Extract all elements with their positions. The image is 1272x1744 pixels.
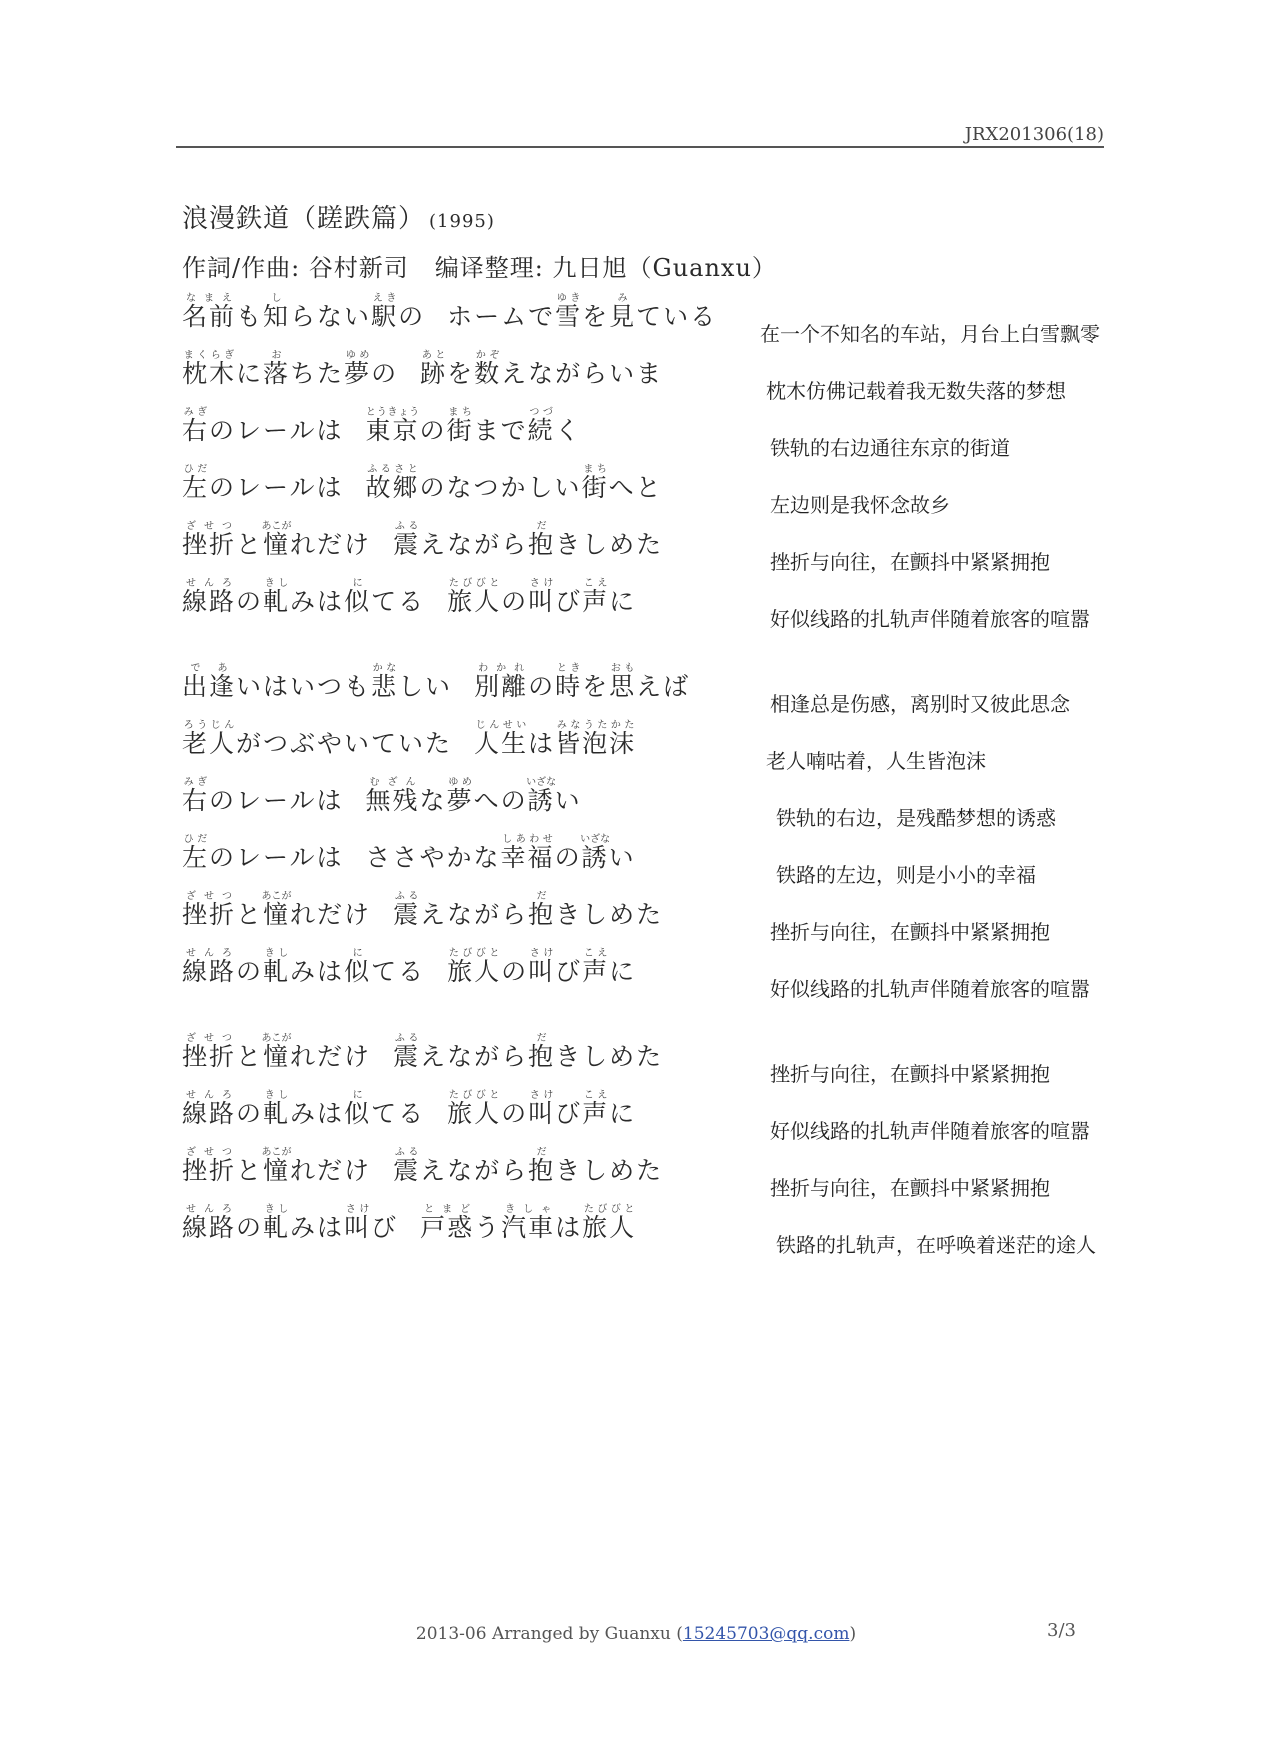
lyric-word: 軋きし (263, 578, 291, 616)
lyric-chinese: 枕木仿佛记载着我无数失落的梦想 (766, 379, 1066, 403)
furigana: きしゃ (501, 1204, 556, 1215)
lyric-kana: れだけ (290, 530, 372, 559)
lyric-word: 左ひだ (182, 464, 210, 502)
lyric-kana: と (236, 1042, 264, 1071)
lyric-kana: いはいつも (236, 672, 372, 701)
lyric-chinese: 好似线路的扎轨声伴随着旅客的喧嚣 (770, 1119, 1090, 1143)
lyric-word: 悲かな (371, 663, 399, 701)
furigana: ふる (393, 521, 421, 532)
lyric-kana: てる (371, 957, 426, 986)
furigana: こえ (582, 948, 610, 959)
lyric-japanese (182, 1030, 663, 1084)
lyric-word: 故郷ふるさと (365, 464, 420, 502)
furigana: だ (528, 891, 556, 902)
lyric-line (0, 774, 1272, 830)
lyric-kana: の (236, 587, 264, 616)
lyric-kana: れだけ (290, 1042, 372, 1071)
furigana: あこが (261, 1147, 292, 1158)
furigana: ふる (393, 891, 421, 902)
lyric-word: 誘いざな (580, 834, 611, 872)
lyric-word: 思おも (609, 663, 637, 701)
lyric-japanese (182, 774, 582, 828)
lyric-word: 別離わかれ (474, 663, 529, 701)
lyric-kana: のレールは (209, 843, 344, 872)
lyric-word: 軋きし (263, 1090, 291, 1128)
lyric-kana: は (555, 1213, 583, 1242)
furigana: きし (263, 948, 291, 959)
furigana: せんろ (182, 578, 237, 589)
arranger-credit: 编译整理: 九日旭（Guanxu） (434, 254, 777, 282)
lyric-chinese: 老人喃咕着，人生皆泡沫 (766, 749, 986, 773)
lyric-kana: きしめた (555, 530, 664, 559)
song-title (182, 198, 495, 235)
lyric-kana: みは (290, 1099, 345, 1128)
furigana: ひだ (182, 834, 210, 845)
lyric-kana: を (582, 302, 610, 331)
lyric-japanese (182, 1144, 663, 1198)
lyric-word: 旅人たびびと (447, 578, 502, 616)
lyric-kana: てる (371, 587, 426, 616)
furigana: ふる (393, 1033, 421, 1044)
lyric-kana: しい (398, 672, 453, 701)
furigana: みぎ (182, 407, 210, 418)
furigana: つづ (527, 407, 555, 418)
furigana: ざせつ (182, 1147, 237, 1158)
furigana: いざな (580, 834, 611, 845)
furigana: みぎ (182, 777, 210, 788)
furigana: さけ (528, 578, 556, 589)
lyric-kana: きしめた (555, 1156, 664, 1185)
lyric-chinese: 挫折与向往，在颤抖中紧紧拥抱 (770, 920, 1050, 944)
lyric-word: 声こえ (582, 1090, 610, 1128)
furigana: まくらぎ (182, 350, 237, 361)
furigana: さけ (344, 1204, 372, 1215)
lyric-word: 震ふる (393, 1147, 421, 1185)
furigana: あこが (261, 521, 292, 532)
furigana: きし (263, 578, 291, 589)
furigana: むざん (365, 777, 420, 788)
lyric-kana: に (609, 587, 637, 616)
lyric-word: 雪ゆき (555, 293, 583, 331)
furigana: さけ (528, 1090, 556, 1101)
furigana: せんろ (182, 948, 237, 959)
lyric-kana: らない (290, 302, 372, 331)
lyric-word: 挫折ざせつ (182, 521, 237, 559)
lyric-kana: みは (290, 587, 345, 616)
lyric-chinese: 挫折与向往，在颤抖中紧紧拥抱 (770, 1176, 1050, 1200)
lyric-word: 幸福しあわせ (500, 834, 555, 872)
lyric-line (0, 518, 1272, 574)
document-code: JRX201306(18) (964, 124, 1104, 145)
footer-text: 2013-06 Arranged by Guanxu ( (415, 1624, 683, 1644)
lyric-chinese: 挫折与向往，在颤抖中紧紧拥抱 (770, 1062, 1050, 1086)
lyric-word: 線路せんろ (182, 948, 237, 986)
lyric-word: 人生じんせい (474, 720, 529, 758)
lyric-kana: ちた (290, 359, 345, 388)
lyric-kana: のレールは (209, 786, 344, 815)
lyric-japanese (182, 660, 690, 714)
lyric-kana: がつぶやいていた (236, 729, 453, 758)
lyric-word: 声こえ (582, 948, 610, 986)
lyric-japanese (182, 717, 636, 771)
lyric-word: 枕木まくらぎ (182, 350, 237, 388)
lyric-word: 憧あこが (261, 1147, 292, 1185)
furigana: に (344, 948, 372, 959)
lyric-word: 跡あと (420, 350, 448, 388)
furigana: に (344, 578, 372, 589)
lyric-line (0, 888, 1272, 944)
lyric-kana: び (555, 1099, 583, 1128)
lyric-kana: び (371, 1213, 399, 1242)
furigana: しあわせ (500, 834, 555, 845)
lyric-kana: く (554, 416, 582, 445)
furigana: とき (555, 663, 583, 674)
lyric-kana: に (609, 1099, 637, 1128)
lyric-word: 挫折ざせつ (182, 891, 237, 929)
furigana: し (263, 293, 291, 304)
lyric-japanese (182, 347, 663, 401)
lyric-word: 皆泡沫みなうたかた (555, 720, 637, 758)
lyric-chinese: 相逢总是伤感，离别时又彼此思念 (770, 692, 1070, 716)
lyric-kana: みは (290, 1213, 345, 1242)
lyric-line (0, 1087, 1272, 1143)
lyric-line (0, 404, 1272, 460)
lyric-japanese (182, 945, 636, 999)
lyric-word: 軋きし (263, 1204, 291, 1242)
lyric-kana: れだけ (290, 900, 372, 929)
lyric-word: 抱だ (528, 891, 556, 929)
lyric-word: 汽車きしゃ (501, 1204, 556, 1242)
lyric-kana: う (474, 1213, 502, 1242)
song-year: (1995) (429, 211, 495, 232)
lyric-kana: い (608, 843, 636, 872)
furigana: ゆき (555, 293, 583, 304)
lyric-word: 東京とうきょう (365, 407, 420, 445)
furigana: いざな (526, 777, 557, 788)
lyric-word: 震ふる (393, 891, 421, 929)
furigana: こえ (582, 1090, 610, 1101)
lyric-kana: への (473, 786, 528, 815)
lyric-word: 抱だ (528, 1033, 556, 1071)
furigana: ふる (393, 1147, 421, 1158)
lyric-kana: も (236, 302, 264, 331)
lyric-line (0, 660, 1272, 716)
lyric-japanese (182, 404, 582, 458)
lyric-word: 夢ゆめ (344, 350, 372, 388)
lyric-kana: えながら (420, 530, 529, 559)
lyric-word: 出逢であ (182, 663, 237, 701)
lyric-word: 叫さけ (528, 578, 556, 616)
lyric-kana: えながら (420, 1156, 529, 1185)
lyric-kana: の (236, 1213, 264, 1242)
furigana: きし (263, 1204, 291, 1215)
lyric-japanese (182, 888, 663, 942)
lyric-kana: の (528, 672, 556, 701)
lyric-kana: えながら (420, 1042, 529, 1071)
lyric-line (0, 1201, 1272, 1257)
lyric-chinese: 好似线路的扎轨声伴随着旅客的喧嚣 (770, 607, 1090, 631)
lyric-japanese (182, 575, 636, 629)
lyric-kana: の (501, 957, 529, 986)
furigana: じんせい (474, 720, 529, 731)
furigana: だ (528, 1033, 556, 1044)
furigana: せんろ (182, 1090, 237, 1101)
furigana: えき (371, 293, 399, 304)
lyric-word: 続つづ (527, 407, 555, 445)
lyric-word: 駅えき (371, 293, 399, 331)
lyric-kana: の (398, 302, 426, 331)
lyric-word: 似に (344, 1090, 372, 1128)
lyric-word: 旅人たびびと (447, 948, 502, 986)
lyric-kana: のレールは (209, 473, 344, 502)
lyric-line (0, 461, 1272, 517)
furigana: とまど (420, 1204, 475, 1215)
lyric-kana: ささやかな (365, 843, 501, 872)
lyric-kana: の (501, 587, 529, 616)
furigana: とうきょう (365, 407, 420, 418)
lyric-kana: みは (290, 957, 345, 986)
lyric-kana: きしめた (555, 900, 664, 929)
lyric-word: 線路せんろ (182, 1204, 237, 1242)
lyric-kana: えば (636, 672, 691, 701)
lyric-kana: に (236, 359, 264, 388)
footer-email-link[interactable]: 15245703@qq.com (682, 1624, 850, 1644)
lyric-kana: の (371, 359, 399, 388)
lyric-line (0, 945, 1272, 1001)
lyric-chinese: 铁轨的右边，是残酷梦想的诱惑 (776, 806, 1056, 830)
furigana: あこが (261, 1033, 292, 1044)
lyric-kana: てる (371, 1099, 426, 1128)
lyric-kana: の (236, 957, 264, 986)
lyric-word: 街まち (581, 464, 609, 502)
lyric-chinese: 铁轨的右边通往东京的街道 (770, 436, 1010, 460)
furigana: わかれ (474, 663, 529, 674)
furigana: あと (420, 350, 448, 361)
lyric-kana: のレールは (209, 416, 344, 445)
lyric-word: 夢ゆめ (446, 777, 474, 815)
lyric-word: 誘いざな (526, 777, 557, 815)
lyric-chinese: 铁路的扎轨声，在呼唤着迷茫的途人 (776, 1233, 1096, 1257)
furigana: だ (528, 521, 556, 532)
furigana: ろうじん (182, 720, 237, 731)
lyric-kana: を (447, 359, 475, 388)
lyric-kana: は (528, 729, 556, 758)
furigana: だ (528, 1147, 556, 1158)
lyric-word: 時とき (555, 663, 583, 701)
lyric-word: 線路せんろ (182, 1090, 237, 1128)
lyric-chinese: 好似线路的扎轨声伴随着旅客的喧嚣 (770, 977, 1090, 1001)
lyric-kana: えながら (420, 900, 529, 929)
lyric-line (0, 290, 1272, 346)
lyric-chinese: 左边则是我怀念故乡 (770, 493, 950, 517)
furigana: さけ (528, 948, 556, 959)
furigana: たびびと (447, 948, 502, 959)
lyric-kana: び (555, 957, 583, 986)
lyric-chinese: 铁路的左边，则是小小的幸福 (776, 863, 1036, 887)
lyric-kana: ホームで (447, 302, 556, 331)
furigana: お (263, 350, 291, 361)
lyric-kana: まで (473, 416, 528, 445)
lyric-kana: ている (636, 302, 718, 331)
lyric-line (0, 1030, 1272, 1086)
lyric-kana: に (609, 957, 637, 986)
page-number: 3/3 (1047, 1620, 1076, 1641)
furigana: ふるさと (365, 464, 420, 475)
lyric-kana: えながらいま (501, 359, 664, 388)
lyric-word: 知し (263, 293, 291, 331)
song-title-text: 浪漫鉄道（蹉跌篇） (182, 204, 426, 234)
lyric-word: 声こえ (582, 578, 610, 616)
furigana: かな (371, 663, 399, 674)
lyric-kana: の (554, 843, 582, 872)
lyric-word: 挫折ざせつ (182, 1147, 237, 1185)
lyric-word: 震ふる (393, 521, 421, 559)
lyric-japanese (182, 290, 717, 344)
lyric-word: 無残むざん (365, 777, 420, 815)
lyric-word: 叫さけ (528, 948, 556, 986)
furigana: まち (446, 407, 474, 418)
lyric-word: 挫折ざせつ (182, 1033, 237, 1071)
lyric-kana: の (501, 1099, 529, 1128)
lyric-japanese (182, 1087, 636, 1141)
furigana: たびびと (447, 578, 502, 589)
furigana: せんろ (182, 1204, 237, 1215)
lyric-word: 軋きし (263, 948, 291, 986)
credits (182, 248, 777, 283)
lyric-word: 数かぞ (474, 350, 502, 388)
header-rule (176, 146, 1104, 148)
lyric-word: 右みぎ (182, 777, 210, 815)
furigana: ゆめ (446, 777, 474, 788)
lyric-word: 老人ろうじん (182, 720, 237, 758)
furigana: ひだ (182, 464, 210, 475)
lyric-kana: と (236, 1156, 264, 1185)
furigana: みなうたかた (555, 720, 637, 731)
furigana: こえ (582, 578, 610, 589)
lyric-kana: な (419, 786, 447, 815)
lyric-kana: と (236, 530, 264, 559)
furigana: ざせつ (182, 891, 237, 902)
furigana: み (609, 293, 637, 304)
lyric-word: 見み (609, 293, 637, 331)
lyric-word: 旅人たびびと (582, 1204, 637, 1242)
lyric-kana: の (236, 1099, 264, 1128)
lyric-japanese (182, 461, 663, 515)
lyric-word: 叫さけ (528, 1090, 556, 1128)
lyric-word: 左ひだ (182, 834, 210, 872)
lyric-word: 落お (263, 350, 291, 388)
furigana: ざせつ (182, 521, 237, 532)
lyric-kana: の (419, 416, 447, 445)
lyric-word: 名前なまえ (182, 293, 237, 331)
lyric-kana: きしめた (555, 1042, 664, 1071)
lyric-chinese: 挫折与向往，在颤抖中紧紧拥抱 (770, 550, 1050, 574)
lyric-line (0, 831, 1272, 887)
composer-credit: 作詞/作曲: 谷村新司 (182, 254, 409, 282)
furigana: ゆめ (344, 350, 372, 361)
lyric-kana: と (236, 900, 264, 929)
footer (0, 1624, 1272, 1644)
furigana: ざせつ (182, 1033, 237, 1044)
lyric-line (0, 347, 1272, 403)
lyric-word: 叫さけ (344, 1204, 372, 1242)
lyric-word: 戸惑とまど (420, 1204, 475, 1242)
lyric-word: 似に (344, 578, 372, 616)
lyric-line (0, 1144, 1272, 1200)
lyric-word: 街まち (446, 407, 474, 445)
lyric-word: 抱だ (528, 1147, 556, 1185)
furigana: まち (581, 464, 609, 475)
lyric-kana: び (555, 587, 583, 616)
furigana: あこが (261, 891, 292, 902)
lyric-word: 似に (344, 948, 372, 986)
lyric-word: 線路せんろ (182, 578, 237, 616)
lyric-word: 憧あこが (261, 891, 292, 929)
lyric-kana: へと (608, 473, 663, 502)
lyric-kana: い (554, 786, 582, 815)
furigana: おも (609, 663, 637, 674)
lyric-japanese (182, 831, 636, 885)
lyric-kana: を (582, 672, 610, 701)
furigana: かぞ (474, 350, 502, 361)
lyric-kana: のなつかしい (419, 473, 582, 502)
lyric-chinese: 在一个不知名的车站，月台上白雪飘零 (760, 322, 1100, 346)
lyric-word: 旅人たびびと (447, 1090, 502, 1128)
lyric-line (0, 575, 1272, 631)
lyric-word: 憧あこが (261, 521, 292, 559)
lyric-word: 憧あこが (261, 1033, 292, 1071)
furigana: に (344, 1090, 372, 1101)
lyric-word: 震ふる (393, 1033, 421, 1071)
furigana: たびびと (447, 1090, 502, 1101)
lyric-japanese (182, 518, 663, 572)
furigana: なまえ (182, 293, 237, 304)
furigana: きし (263, 1090, 291, 1101)
lyric-word: 抱だ (528, 521, 556, 559)
lyric-line (0, 717, 1272, 773)
furigana: であ (182, 663, 237, 674)
lyric-kana: れだけ (290, 1156, 372, 1185)
lyric-japanese (182, 1201, 636, 1255)
footer-text-end: ) (849, 1624, 857, 1644)
furigana: たびびと (582, 1204, 637, 1215)
lyric-word: 右みぎ (182, 407, 210, 445)
